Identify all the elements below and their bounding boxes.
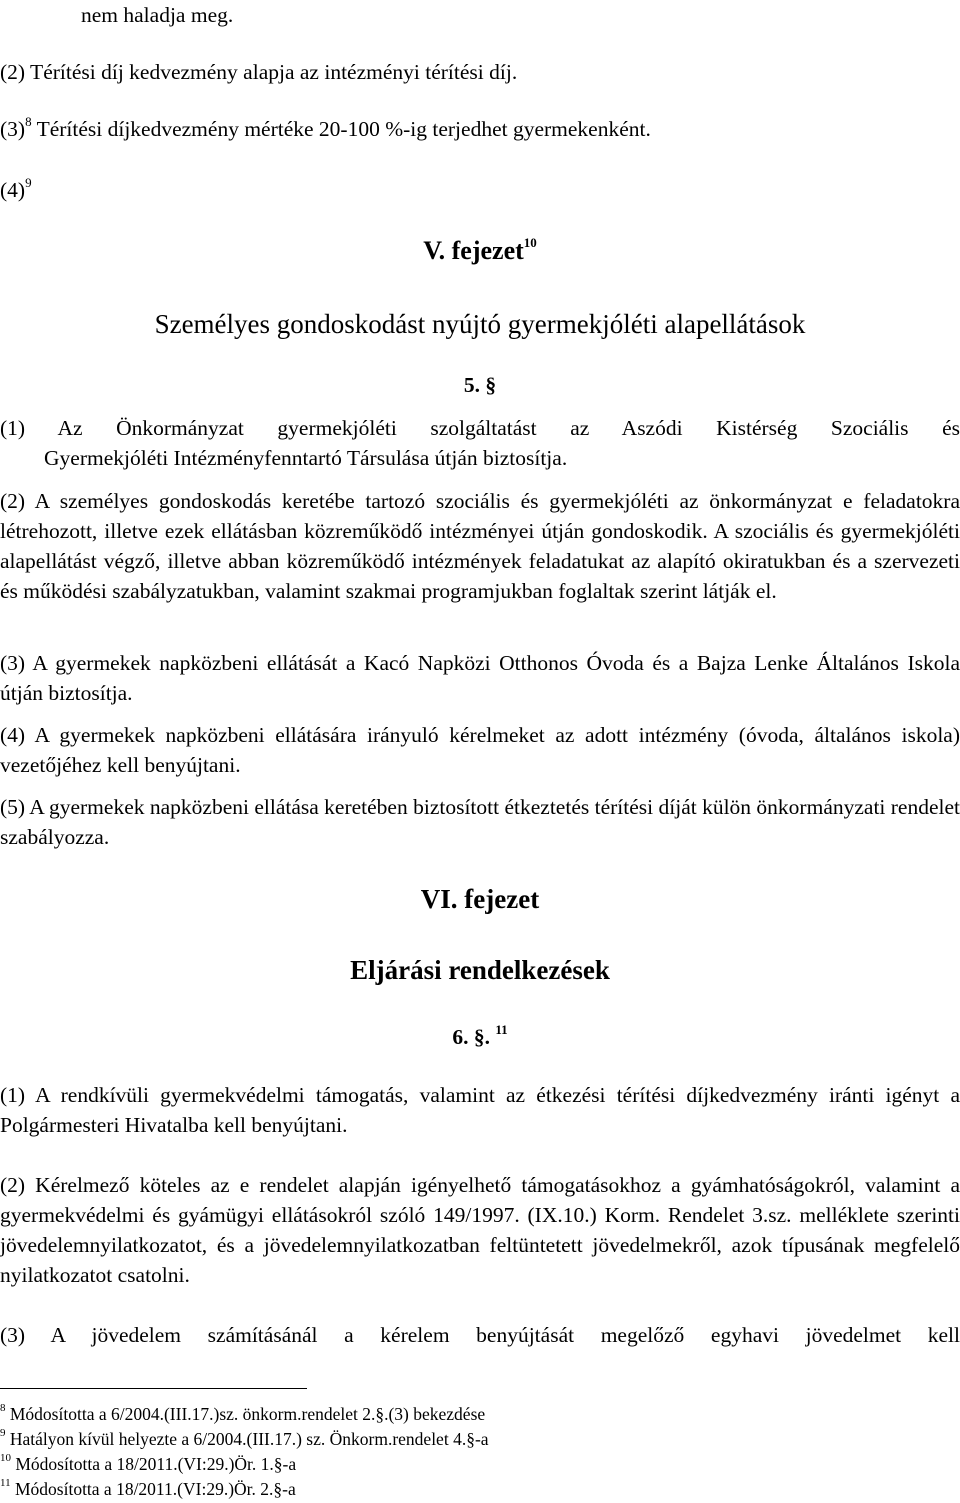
section6-paragraph-1: (1) A rendkívüli gyermekvédelmi támogatás, valamint az étkezési térítési díjkedvezmény iránti igényt a Polgármesteri Hivatalba kell benyújtani.: [0, 1083, 960, 1137]
footnote-ref: 9: [25, 174, 32, 190]
footnote: [0, 1428, 489, 1450]
footnote: [0, 1478, 296, 1500]
paragraph-fee-basis: (2) Térítési díj kedvezmény alapja az intézményi térítési díj.: [0, 60, 518, 84]
footnote-number: 8: [0, 1402, 6, 1415]
footnote-ref: 10: [523, 235, 537, 251]
footnote: [0, 1403, 485, 1425]
continuation-line: nem haladja meg.: [81, 3, 234, 27]
footnote-ref: 11: [495, 1021, 508, 1037]
section5-paragraph-2: (2) A személyes gondoskodás keretébe tartozó szociális és gyermekjóléti az önkormányzat e feladatokra létrehozott, illetve ezek ellátásban közreműködő intézményei útján gondoskodik. A szociális és gyermekjóléti alapellátást végző, illetve abban közreműködő intézmények feladatukat az alapító okiratukban és a szervezeti és működési szabályzatukban, valamint szakmai programjukban foglaltak szerint látják el.: [0, 489, 960, 603]
paragraph-discount-range: [0, 114, 651, 144]
paragraph-number: (4): [0, 178, 26, 202]
footnote-number: 10: [0, 1452, 11, 1465]
footnote-number: 11: [0, 1477, 11, 1490]
footnote-text: Módosította a 18/2011.(VI:29.)Ör. 2.§-a: [10, 1479, 296, 1499]
footnote: [0, 1453, 296, 1475]
chapter-title: Személyes gondoskodást nyújtó gyermekjóléti alapellátások: [154, 309, 806, 339]
footnote-text: Hatályon kívül helyezte a 6/2004.(III.17.) sz. Önkorm.rendelet 4.§-a: [5, 1429, 489, 1449]
section-heading: 5. §: [463, 373, 497, 397]
section6-paragraph-3: (3) A jövedelem számításánál a kérelem benyújtását megelőző egyhavi jövedelmet kell: [0, 1323, 960, 1347]
footnote-text: Módosította a 6/2004.(III.17.)sz. önkorm.rendelet 2.§.(3) bekezdése: [5, 1404, 486, 1424]
section6-paragraph-2: (2) Kérelmező köteles az e rendelet alapján igényelhető támogatásokhoz a gyámhatóságokról, valamint a gyermekvédelmi és gyámügyi ellátásokról szóló 149/1997. (IX.10.) Korm. Rendelet 3.sz. melléklete szerinti jövedelemnyilatkozatot, és a jövedelemnyilatkozatban feltüntetett jövedelmekről, azok típusának megfelelő nyilatkozatot csatolni.: [0, 1173, 960, 1287]
section5-paragraph-1a: (1) Az Önkormányzat gyermekjóléti szolgáltatást az Aszódi Kistérség Szociális és: [0, 416, 960, 440]
footnote-number: 9: [0, 1427, 6, 1440]
footnote-separator: [0, 1388, 307, 1389]
chapter-heading: VI. fejezet: [420, 884, 540, 914]
section5-paragraph-1b: Gyermekjóléti Intézményfenntartó Társulása útján biztosítja.: [44, 446, 568, 470]
section-heading: 6. §. $^{11}$: [452, 1021, 508, 1049]
section5-paragraph-4: (4) A gyermekek napközbeni ellátására irányuló kérelmeket az adott intézmény (óvoda, általános iskola) vezetőjéhez kell benyújtani.: [0, 723, 960, 777]
section5-paragraph-3: (3) A gyermekek napközbeni ellátását a Kacó Napközi Otthonos Óvoda és a Bajza Lenke Általános Iskola útján biztosítja.: [0, 651, 960, 705]
footnote-text: Módosította a 18/2011.(VI:29.)Ör. 1.§-a: [11, 1454, 297, 1474]
paragraph-repealed: [0, 175, 32, 205]
chapter-heading: V. fejezet$^{10}$: [423, 235, 537, 265]
paragraph-text: Térítési díjkedvezmény mértéke 20-100 %-ig terjedhet gyermekenként.: [31, 117, 651, 141]
paragraph-number: (3): [0, 117, 26, 141]
section5-paragraph-5: (5) A gyermekek napközbeni ellátása keretében biztosított étkeztetés térítési díját külön önkormányzati rendelet szabályozza.: [0, 795, 960, 849]
footnote-ref: 8: [25, 113, 32, 129]
chapter-title: Eljárási rendelkezések: [350, 955, 610, 985]
